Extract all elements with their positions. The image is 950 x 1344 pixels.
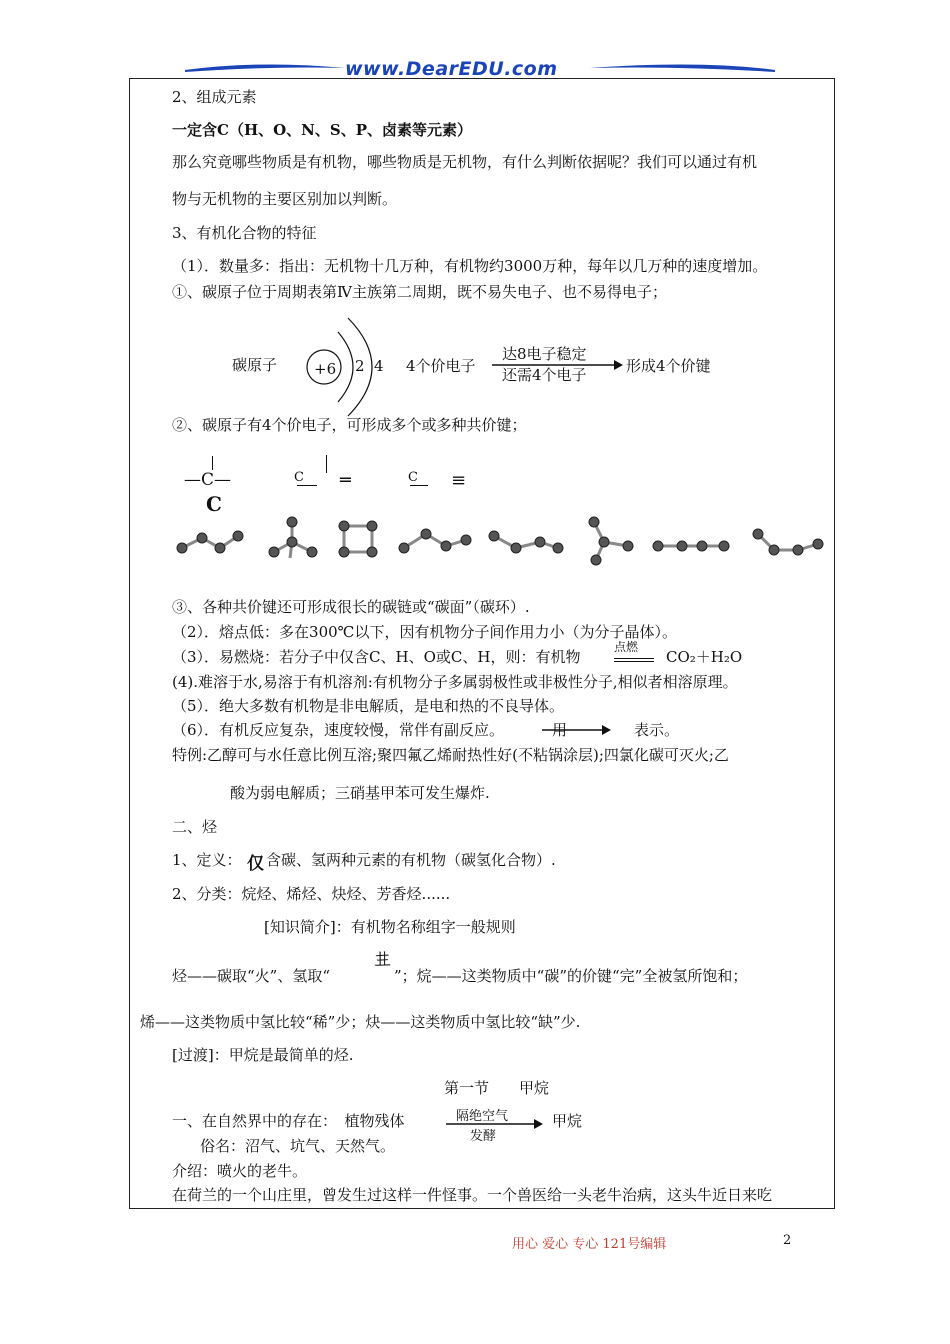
- special-case-1: 特例:乙醇可与水任意比例互溶;聚四氟乙烯耐热性好(不粘锅涂层);四氯化碳可灭火;乙: [172, 746, 729, 764]
- definition-pre: 1、定义：: [172, 851, 242, 869]
- molecule-chain-3: [653, 541, 729, 551]
- feature-1: （1）．数量多：指出：无机物十几万种，有机物约3000万种，每年以几万种的速度增加。: [172, 257, 768, 275]
- molecule-square: [339, 521, 377, 557]
- special-case-2: 酸为弱电解质；三硝基甲苯可发生爆炸.: [230, 784, 490, 802]
- arrow-bottom-text: 还需4个电子: [502, 366, 587, 384]
- molecule-models: [172, 512, 832, 570]
- naming-rule-1a: 烃——碳取“火”、氢取“: [172, 967, 331, 985]
- molecule-chain-1: [177, 531, 243, 553]
- double-bond-vertical: [326, 455, 327, 473]
- section-3-title: 3、有机化合物的特征: [172, 224, 317, 242]
- combustion-products: CO₂＋H₂O: [666, 648, 743, 666]
- double-bond-symbol: ═: [340, 470, 351, 491]
- triple-bond-carbon: C: [408, 470, 418, 485]
- existence-arrow-top: 隔绝空气: [456, 1109, 509, 1124]
- single-bond-formula: —C—: [184, 470, 232, 490]
- atom-label: 碳原子: [232, 356, 278, 374]
- naming-rule-2: 烯——这类物质中氢比较“稀”少；炔——这类物质中氢比较“缺”少.: [140, 1013, 581, 1031]
- naming-rule-1b: ”；烷——这类物质中“碳”的价键“完”全被氢所饱和；: [394, 967, 748, 985]
- classification: 2、分类：烷烃、烯烃、炔烃、芳香烃......: [172, 885, 451, 903]
- section-hydrocarbon: 二、烃: [172, 818, 218, 836]
- carbon-point-1: ①、碳原子位于周期表第Ⅳ主族第二周期，既不易失电子、也不易得电子；: [172, 283, 667, 301]
- arrow-top-text: 达8电子稳定: [502, 345, 587, 363]
- feature-6-post: 表示。: [634, 721, 680, 739]
- feature-3: （3）．易燃烧：若分子中仅含C、H、O或C、H，则：有机物: [172, 648, 581, 666]
- content-frame: [129, 78, 835, 1209]
- existence-pre: 一、在自然界中的存在： 植物残体: [172, 1112, 405, 1130]
- result-text: 形成4个价键: [626, 357, 711, 375]
- composition-bold: 一定含C（H、O、N、S、P、卤素等元素）: [172, 121, 473, 139]
- existence-post: 甲烷: [552, 1112, 583, 1130]
- knowledge-intro: [知识简介]：有机物名称组字一般规则: [264, 918, 516, 936]
- nucleus-charge: +6: [314, 360, 337, 378]
- chapter-section-title: 第一节 甲烷: [444, 1079, 550, 1097]
- feature-6-use: 用: [552, 721, 568, 739]
- bond-carbon-below: C: [206, 492, 222, 516]
- molecule-ring-2: [753, 529, 823, 555]
- paragraph-question-2: 物与无机物的主要区别加以判断。: [172, 190, 398, 208]
- ignite-line-2: [614, 661, 654, 662]
- carbon-point-2: ②、碳原子有4个价电子，可形成多个或多种共价键；: [172, 416, 527, 434]
- valence-electrons: 4个价电子: [406, 357, 476, 375]
- triple-bond-symbol: ≡: [451, 470, 467, 491]
- transition-note: [过渡]：甲烷是最简单的烃.: [172, 1046, 354, 1064]
- molecule-chain-2: [399, 529, 471, 553]
- definition-post: 含碳、氢两种元素的有机物（碳氢化合物）.: [266, 851, 556, 869]
- feature-4: (4).难溶于水,易溶于有机溶剂:有机物分子多属弱极性或非极性分子,相似者相溶原理。: [172, 673, 738, 691]
- footer-text: 用心 爱心 专心 121号编辑: [512, 1237, 667, 1252]
- nickname: 俗名：沼气、坑气、天然气。: [200, 1137, 396, 1155]
- molecule-branched: [269, 517, 317, 558]
- banner-swoosh-left: [185, 64, 345, 72]
- naming-rule-glyph: 𠀎: [374, 950, 391, 970]
- page-number: 2: [783, 1233, 792, 1248]
- carbon-point-3: ③、各种共价键还可形成很长的碳链或“碳面”（碳环）.: [172, 598, 530, 616]
- existence-arrow-bottom: 发酵: [470, 1129, 497, 1144]
- ignite-line-1: [614, 658, 654, 659]
- feature-5: （5）．绝大多数有机物是非电解质，是电和热的不良导体。: [172, 697, 565, 715]
- section-2-title: 2、组成元素: [172, 88, 257, 106]
- molecule-branched-2: [589, 517, 633, 565]
- intro: 介绍：喷火的老牛。: [172, 1162, 308, 1180]
- site-url[interactable]: www.DearEDU.com: [345, 58, 558, 80]
- side-reaction-arrow: [540, 723, 612, 737]
- story: 在荷兰的一个山庄里，曾发生过这样一件怪事。一个兽医给一头老牛治病，这头牛近日来吃: [172, 1186, 773, 1204]
- triple-bond-underline: [410, 485, 428, 486]
- molecule-ring-1: [489, 531, 563, 553]
- ignite-label: 点燃: [614, 640, 639, 654]
- shell-2-electrons: 4: [374, 357, 384, 375]
- double-bond-carbon: C: [294, 470, 304, 485]
- banner-swoosh-right: [590, 64, 775, 72]
- feature-6: （6）．有机反应复杂，速度较慢，常伴有副反应。: [172, 721, 505, 739]
- double-bond-underline: [297, 485, 317, 486]
- paragraph-question-1: 那么究竟哪些物质是有机物，哪些物质是无机物，有什么判断依据呢？我们可以通过有机: [172, 153, 758, 171]
- feature-2: （2）．熔点低：多在300℃以下，因有机物分子间作用力小（为分子晶体）。: [172, 623, 677, 641]
- shell-1-electrons: 2: [355, 357, 365, 375]
- definition-only: 仅: [247, 854, 264, 874]
- vertical-bond-line: [212, 456, 213, 470]
